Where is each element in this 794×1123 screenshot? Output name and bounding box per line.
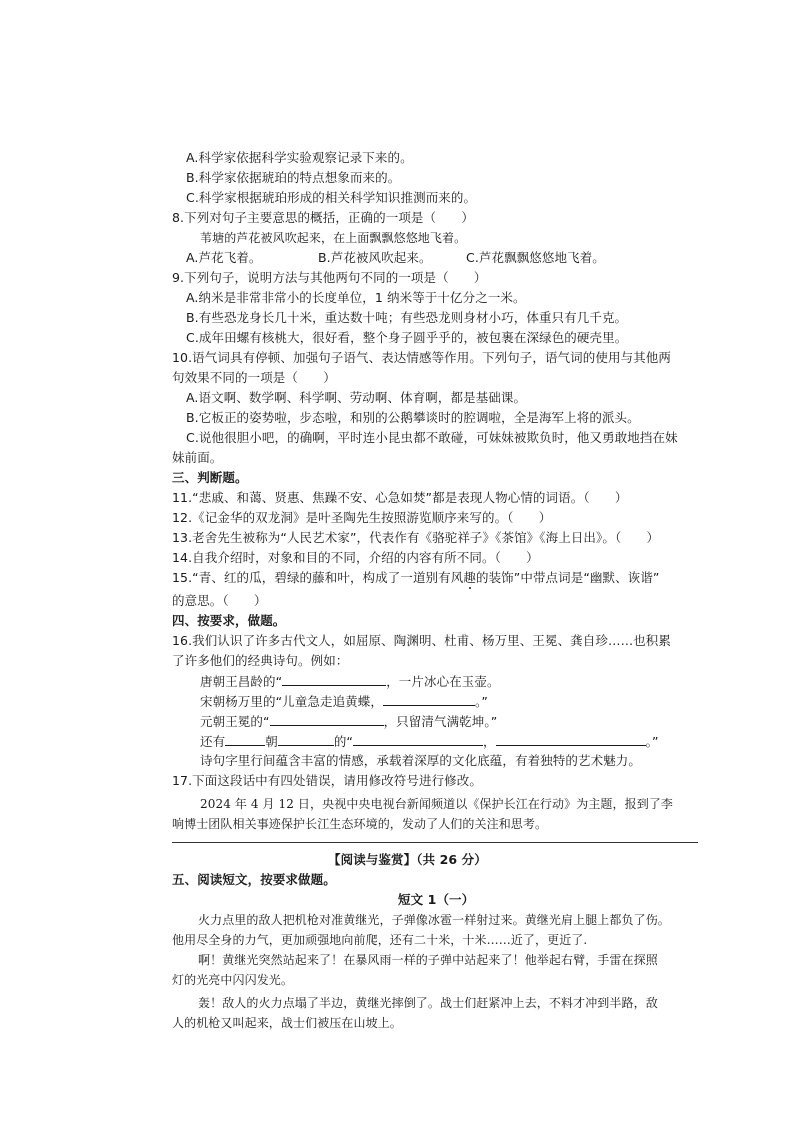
q15-cont: 的意思。（ ） <box>172 593 267 608</box>
q16-song-prefix: 宋朝杨万里的“儿童急走追黄蝶， <box>200 694 383 709</box>
q16-other-prefix: 还有 <box>200 734 226 749</box>
q16-tang-blank[interactable] <box>282 672 386 686</box>
q16-dynasty-blank[interactable] <box>225 732 265 746</box>
q15-text-b: 的装饰”中带点词是“幽默、诙谐” <box>475 570 660 585</box>
q16-song-blank[interactable] <box>383 692 475 706</box>
q10-option-a: A.语文啊、数学啊、科学啊、劳动啊、体育啊，都是基础课。 <box>186 390 527 405</box>
q10-option-c-cont: 妹前面。 <box>172 450 223 465</box>
passage-p2-line-2: 灯的光亮中闪闪发光。 <box>172 973 294 987</box>
q16-other-dynasty-label: 朝 <box>265 734 278 749</box>
q16-song-suffix: 。” <box>474 694 488 709</box>
q16-line2-blank[interactable] <box>496 732 646 746</box>
q16-yuan-suffix: ，只留清气满乾坤。” <box>383 714 498 729</box>
q17-stem: 17.下面这段话中有四处错误，请用修改符号进行修改。 <box>172 773 482 788</box>
section-4-heading: 四、按要求，做题。 <box>172 613 286 628</box>
section-3-heading: 三、判断题。 <box>172 470 248 485</box>
reading-banner: 【阅读与鉴赏】（共 26 分） <box>328 852 487 867</box>
q16-yuan-prefix: 元朝王冕的“ <box>200 714 270 729</box>
q16-tang-suffix: ，一片冰心在玉壶。 <box>386 674 500 689</box>
q17-passage-line-1: 2024 年 4 月 12 日，央视中央电视台新闻频道以《保护长江在行动》为主题，报到了李 <box>200 797 674 811</box>
q15-text-a: 15.“青、红的瓜，碧绿的藤和叶，构成了一道别有风 <box>172 570 464 585</box>
q16-song-line <box>200 692 488 711</box>
q16-tang-prefix: 唐朝王昌龄的“ <box>200 674 283 689</box>
passage-p3-line-2: 人的机枪又叫起来，战士们被压在山坡上。 <box>172 1016 402 1030</box>
q14: 14.自我介绍时，对象和目的不同，介绍的内容有所不同。（ ） <box>172 550 539 565</box>
q16-other-line <box>200 732 659 751</box>
q16-other-comma: ， <box>483 734 496 749</box>
q9-option-c: C.成年田螺有核桃大，很好看，整个身子圆乎乎的，被包裹在深绿色的硬壳里。 <box>186 330 628 345</box>
q10-option-b: B.它板正的姿势啦，步态啦，和别的公鹅攀谈时的腔调啦，全是海军上将的派头。 <box>186 410 640 425</box>
q15-dotted-word: 趣 <box>463 570 476 585</box>
q16-yuan-blank[interactable] <box>270 712 384 726</box>
q8-stem: 8.下列对句子主要意思的概括，正确的一项是（ ） <box>172 210 474 225</box>
q15 <box>172 569 660 587</box>
q7-option-c: C.科学家根据琥珀形成的相关科学知识推测而来的。 <box>186 190 477 205</box>
q17-passage-line-2: 响博士团队相关事迹保护长江生态环境的，发动了人们的关注和思考。 <box>172 817 548 831</box>
q9-stem: 9.下列句子，说明方法与其他两句不同的一项是（ ） <box>172 270 487 285</box>
q16-stem: 16.我们认识了许多古代文人，如屈原、陶渊明、杜甫、杨万里、王冕、龚自珍……也积累 <box>172 633 671 648</box>
section-divider <box>172 842 698 843</box>
q10-option-c: C.说他很胆小吧，的确啊，平时连小昆虫都不敢碰，可妹妹被欺负时，他又勇敢地挡在妹 <box>186 430 678 445</box>
q11: 11.“悲戚、和蔼、贤惠、焦躁不安、心急如焚”都是表现人物心情的词语。（ ） <box>172 490 628 505</box>
passage-p1-line-2: 他用尽全身的力气，更加顽强地向前爬，还有二十米，十米……近了，更近了. <box>172 933 588 947</box>
passage-title: 短文 1（一） <box>398 892 475 907</box>
q8-option-c: C.芦花飘飘悠悠地飞着。 <box>466 250 605 265</box>
q8-option-b: B.芦花被风吹起来。 <box>318 250 432 265</box>
q13: 13.老舍先生被称为“人民艺术家”，代表作有《骆驼祥子》《茶馆》《海上日出》。（ ） <box>172 530 660 545</box>
passage-p2-line-1: 啊！黄继光突然站起来了！在暴风雨一样的子弹中站起来了！他举起右臂，手雷在探照 <box>198 953 658 967</box>
q9-option-b: B.有些恐龙身长几十米，重达数十吨；有些恐龙则身材小巧，体重只有几千克。 <box>186 310 628 325</box>
passage-p3-line-1: 轰！敌人的火力点塌了半边，黄继光摔倒了。战士们赶紧冲上去，不料才冲到半路，敌 <box>198 996 658 1010</box>
q16-yuan-line <box>200 712 497 731</box>
q16-other-quote-close: 。” <box>645 734 659 749</box>
q16-line1-blank[interactable] <box>353 732 483 746</box>
q16-stem-cont: 了许多他们的经典诗句。例如： <box>172 653 349 668</box>
q7-option-b: B.科学家依据琥珀的特点想象而来的。 <box>186 170 401 185</box>
q16-tang-line <box>200 672 500 691</box>
q8-option-a: A.芦花飞着。 <box>186 250 262 265</box>
passage-p1-line-1: 火力点里的敌人把机枪对准黄继光，子弹像冰雹一样射过来。黄继光肩上腿上都负了伤。 <box>198 913 670 927</box>
q16-summary: 诗句字里行间蕴含丰富的情感，承载着深厚的文化底蕴，有着独特的艺术魅力。 <box>200 753 642 768</box>
q16-poet-blank[interactable] <box>278 732 334 746</box>
section-5-heading: 五、阅读短文，按要求做题。 <box>172 872 336 887</box>
q16-other-quote-open: 的“ <box>333 734 353 749</box>
q12: 12.《记金华的双龙洞》是叶圣陶先生按照游览顺序来写的。（ ） <box>172 510 552 525</box>
q8-sentence: 苇塘的芦花被风吹起来，在上面飘飘悠悠地飞着。 <box>200 231 467 245</box>
q9-option-a: A.纳米是非常非常小的长度单位，1 纳米等于十亿分之一米。 <box>186 290 526 305</box>
q10-stem-cont: 句效果不同的一项是（ ） <box>172 370 336 385</box>
q7-option-a: A.科学家依据科学实验观察记录下来的。 <box>186 150 413 165</box>
q10-stem: 10.语气词具有停顿、加强句子语气、表达情感等作用。下列句子，语气词的使用与其他两 <box>172 350 671 365</box>
